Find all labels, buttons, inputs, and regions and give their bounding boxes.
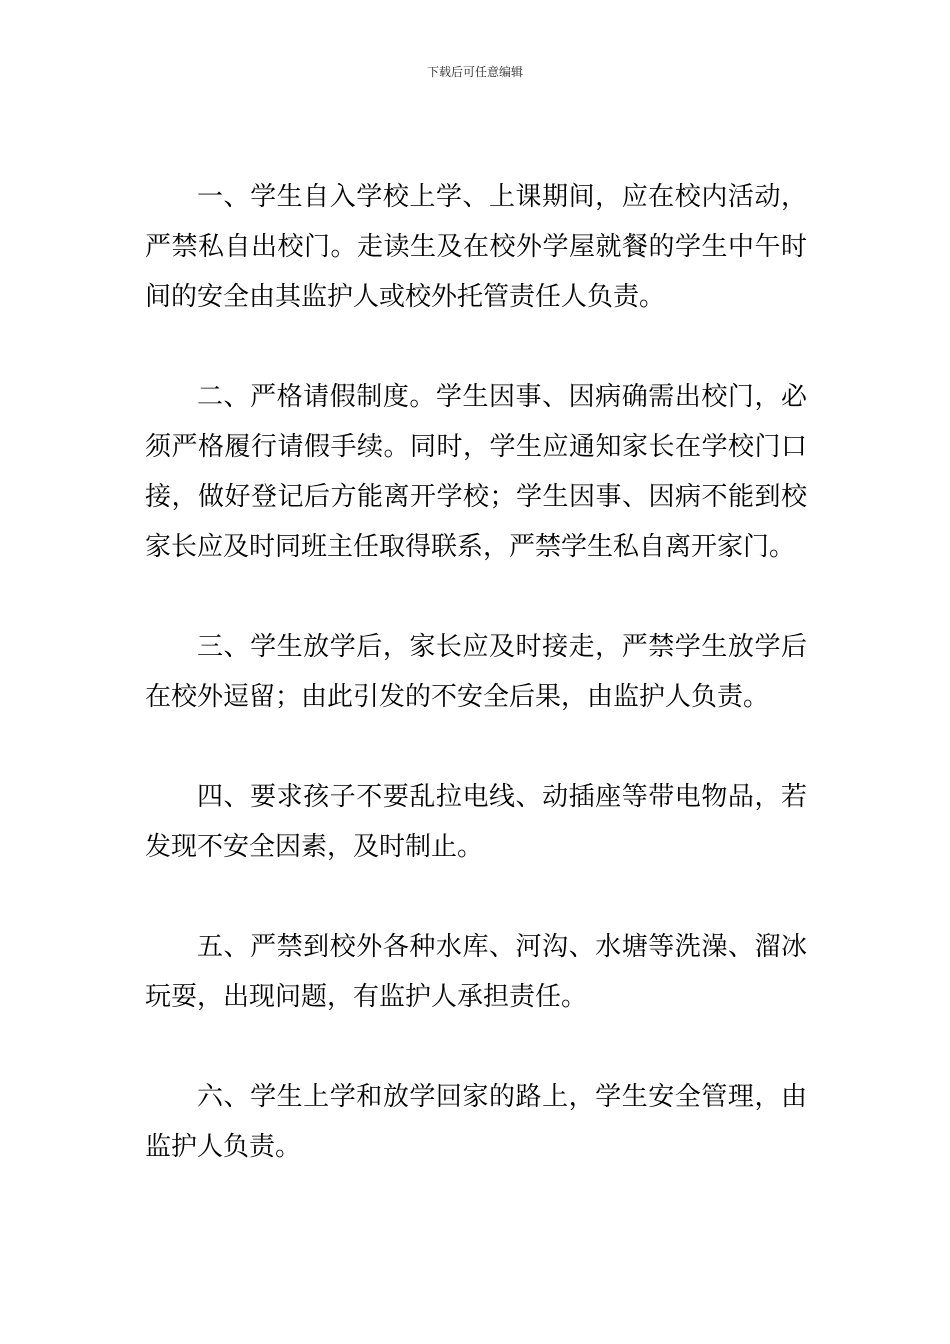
page-header: 下载后可任意编辑 xyxy=(426,65,523,79)
paragraph-5: 五、严禁到校外各种水库、河沟、水塘等洗澡、溜冰玩耍，出现问题，有监护人承担责任。 xyxy=(145,932,807,1012)
paragraph-4: 四、要求孩子不要乱拉电线、动插座等带电物品，若发现不安全因素，及时制止。 xyxy=(145,782,807,862)
paragraph-2: 二、严格请假制度。学生因事、因病确需出校门，必须严格履行请假手续。同时，学生应通知家长在学校门口接，做好登记后方能离开学校；学生因事、因病不能到校家长应及时同班主任取得联系，严禁学生私自离开家门。 xyxy=(145,382,807,562)
paragraph-6: 六、学生上学和放学回家的路上，学生安全管理，由监护人负责。 xyxy=(145,1082,807,1162)
document-body xyxy=(145,172,807,1172)
paragraph-3: 三、学生放学后，家长应及时接走，严禁学生放学后在校外逗留；由此引发的不安全后果，由监护人负责。 xyxy=(145,632,807,712)
paragraph-1: 一、学生自入学校上学、上课期间，应在校内活动，严禁私自出校门。走读生及在校外学屋就餐的学生中午时间的安全由其监护人或校外托管责任人负责。 xyxy=(145,182,807,312)
